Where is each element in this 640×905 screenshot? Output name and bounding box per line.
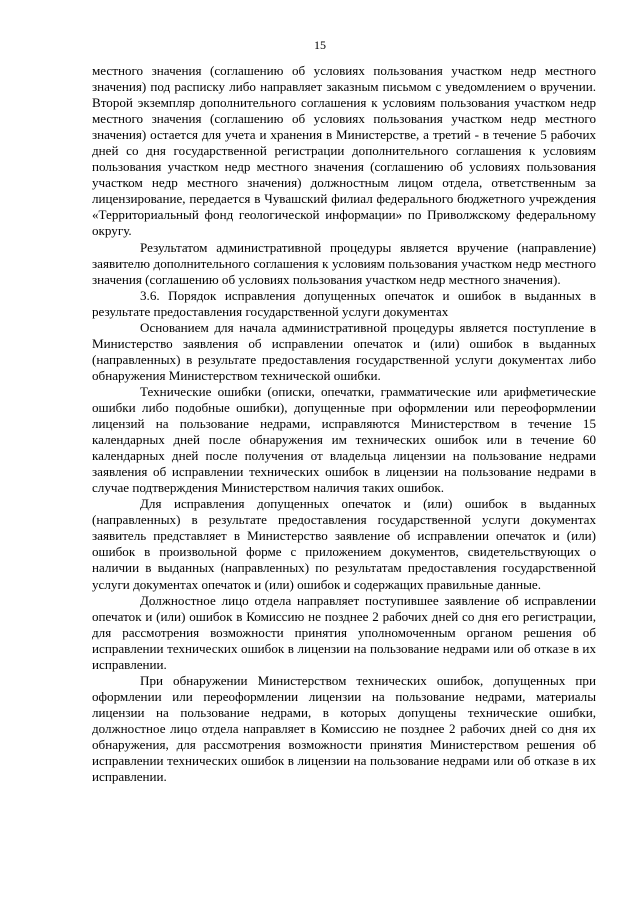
paragraph: Должностное лицо отдела направляет поступившее заявление об исправлении опечаток и (или) ошибок в Комиссию не позднее 2 рабочих дней со дня его регистрации, для рассмотрения возможности принятия уполномоченным органом решения об исправлении технических ошибок в лицензии на пользование недрами или об отказе в их исправлении. [92, 592, 596, 672]
paragraph: Для исправления допущенных опечаток и (или) ошибок в выданных (направленных) в результате предоставления государственной услуги документах заявитель представляет в Министерство заявление об исправлении опечаток и (или) ошибок в произвольной форме с приложением документов, свидетельствующих о наличии в выданных (направленных) по результатам предоставления государственной услуги документах опечаток и (или) ошибок и содержащих правильные данные. [92, 496, 596, 592]
paragraph: Технические ошибки (описки, опечатки, грамматические или арифметические ошибки либо подобные ошибки), допущенные при оформлении или переоформлении лицензий на пользование недрами, исправляются Министерством в течение 15 календарных дней после обнаружения им технических ошибок или в течение 60 календарных дней после получения от владельца лицензии на пользование недрами заявления об исправлении технических ошибок в лицензии на пользование недрами в случае подтверждения Министерством наличия таких ошибок. [92, 383, 596, 496]
paragraph: Основанием для начала административной процедуры является поступление в Министерство заявления об исправлении опечаток и (или) ошибок в выданных (направленных) в результате предоставления государственной услуги документах либо обнаружения Министерством технической ошибки. [92, 319, 596, 383]
document-body [92, 63, 596, 785]
paragraph: 3.6. Порядок исправления допущенных опечаток и ошибок в выданных в результате предоставления государственной услуги документах [92, 287, 596, 319]
paragraph: При обнаружении Министерством технических ошибок, допущенных при оформлении или переоформлении лицензии на пользование недрами, материалы лицензии на пользование недрами, в которых допущены технические ошибки, должностное лицо отдела направляет в Комиссию не позднее 2 рабочих дней со дня их обнаружения, для рассмотрения возможности принятия Министерством решения об исправлении технических ошибок в лицензии на пользование недрами или об отказе в их исправлении. [92, 672, 596, 785]
paragraph: местного значения (соглашению об условиях пользования участком недр местного значения) под расписку либо направляет заказным письмом с уведомлением о вручении. Второй экземпляр дополнительного соглашения к условиям пользования участком недр местного значения (соглашению об условиях пользования участком недр местного значения) остается для учета и хранения в Министерстве, а третий - в течение 5 рабочих дней со дня государственной регистрации дополнительного соглашения к условиям пользования участком недр местного значения (соглашению об условиях пользования участком недр местного значения) должностным лицом отдела, ответственным за лицензирование, передается в Чувашский филиал федерального бюджетного учреждения «Территориальный фонд геологической информации» по Приволжскому федеральному округу. [92, 63, 596, 239]
page-number: 15 [314, 38, 326, 52]
paragraph: Результатом административной процедуры является вручение (направление) заявителю дополнительного соглашения к условиям пользования участком недр местного значения (соглашению об условиях пользования участком недр местного значения). [92, 239, 596, 287]
